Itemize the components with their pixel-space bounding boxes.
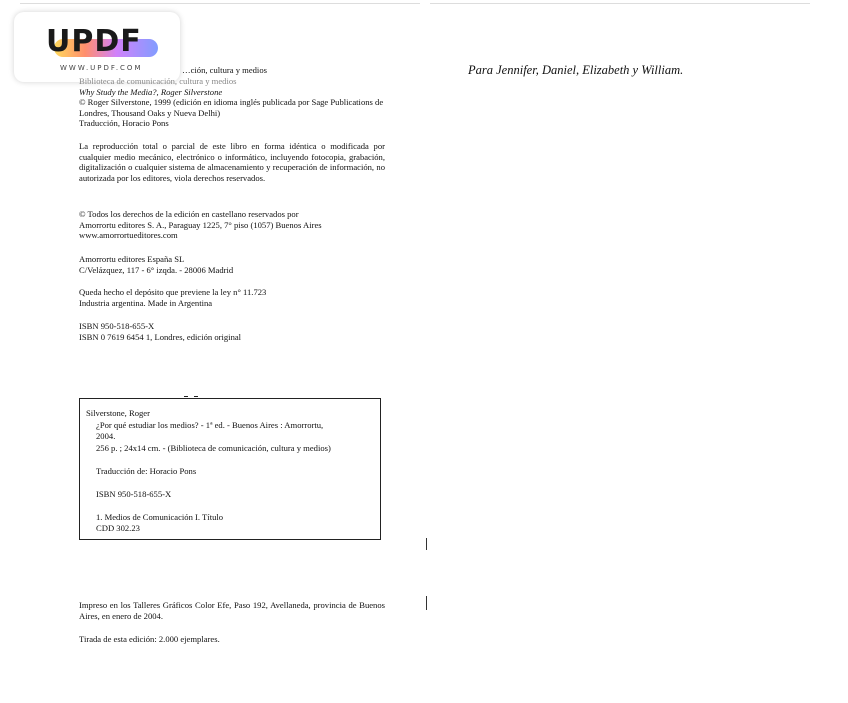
catalog-translation: Traducción de: Horacio Pons (96, 466, 197, 476)
credits-translation: Traducción, Horacio Pons (79, 118, 169, 129)
publisher-ar-line-2: Amorrortu editores S. A., Paraguay 1225, 7° piso (1057) Buenos Aires (79, 219, 322, 230)
credits-original-title: Why Study the Media?, Roger Silverstone (79, 86, 223, 97)
gutter-mark (426, 596, 427, 610)
catalog-author: Silverstone, Roger (86, 408, 150, 418)
rights-block (79, 141, 385, 183)
publisher-es-line-2: C/Velázquez, 117 - 6° izqda. - 28006 Madrid (79, 264, 234, 275)
print-run-block (79, 634, 385, 645)
isbn-block (79, 321, 385, 342)
credits-block (79, 76, 385, 129)
legal-line-2: Industria argentina. Made in Argentina (79, 297, 213, 308)
legal-deposit (79, 287, 385, 308)
catalog-title-2: 2004. (96, 431, 116, 441)
catalog-tick (184, 396, 188, 397)
catalog-isbn: ISBN 950-518-655-X (96, 489, 172, 499)
isbn-line-1: ISBN 950-518-655-X (79, 321, 155, 331)
catalog-card (79, 398, 381, 540)
updf-logo-card[interactable] (14, 12, 180, 82)
catalog-pages: 256 p. ; 24x14 cm. - (Biblioteca de comunicación, cultura y medios) (96, 443, 331, 453)
printer-text: Impreso en los Talleres Gráficos Color Efe, Paso 192, Avellaneda, provincia de Buenos Aires, en enero de 2004. (79, 600, 385, 621)
dedication-text: Para Jennifer, Daniel, Elizabeth y William. (468, 63, 684, 77)
print-run-text: Tirada de esta edición: 2.000 ejemplares. (79, 634, 220, 644)
series-header (182, 65, 382, 76)
legal-line-1: Queda hecho el depósito que previene la ley n° 11.723 (79, 287, 267, 297)
publisher-es-line-1: Amorrortu editores España SL (79, 254, 185, 264)
printer-block (79, 600, 385, 621)
publisher-spain (79, 254, 385, 275)
credits-copyright: © Roger Silverstone, 1999 (edición en idioma inglés publicada por Sage Publications de Londres, Thousand Oaks y Nueva Delhi) (79, 97, 384, 118)
series-header-text: …ción, cultura y medios (182, 65, 267, 75)
credits-series: Biblioteca de comunicación, cultura y medios (79, 76, 237, 86)
catalog-title-1: ¿Por qué estudiar los medios? - 1ª ed. - Buenos Aires : Amorrortu, (96, 420, 324, 430)
publisher-ar-line-1: © Todos los derechos de la edición en castellano reservados por (79, 209, 299, 219)
gutter-mark (426, 538, 427, 550)
updf-wordmark: UPDF (46, 24, 142, 59)
catalog-subject: 1. Medios de Comunicación I. Título (96, 512, 224, 522)
updf-url: WWW.UPDF.COM (60, 64, 143, 72)
isbn-line-2: ISBN 0 7619 6454 1, Londres, edición original (79, 331, 242, 342)
right-page (428, 0, 848, 703)
publisher-argentina (79, 209, 385, 241)
catalog-cdd: CDD 302.23 (96, 523, 140, 533)
catalog-tick (194, 396, 198, 397)
publisher-ar-line-3: www.amorrortueditores.com (79, 230, 178, 241)
rights-text: La reproducción total o parcial de este libro en forma idéntica o modificada por cualquier medio mecánico, electrónico o informático, incluyendo fotocopia, grabación, digitalización o cualquier sistema de almacenamiento y recuperación de información, no autorizada por los editores, viola derechos reservados. (79, 141, 385, 183)
